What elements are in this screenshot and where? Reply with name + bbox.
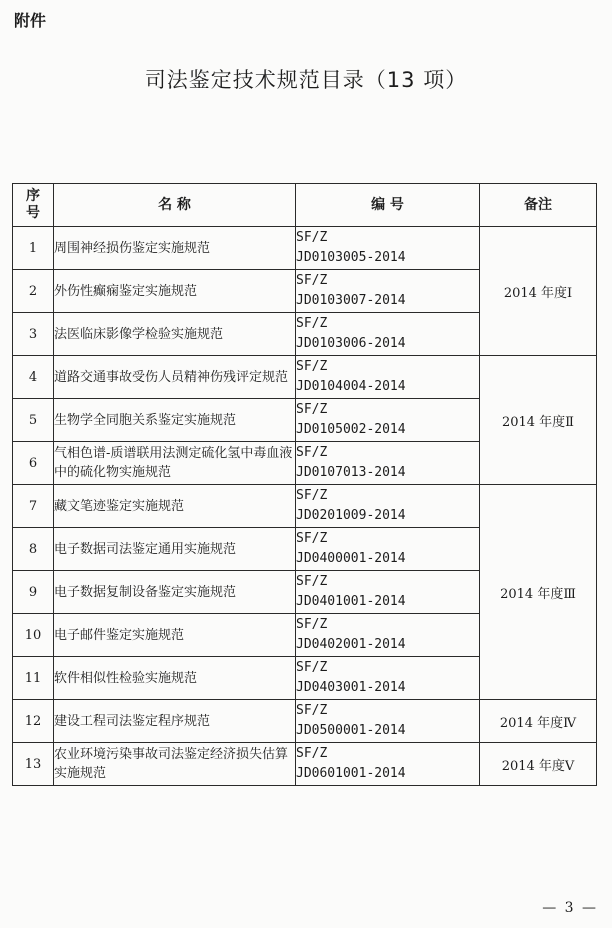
- standard-code: [296, 743, 480, 786]
- standard-code: [296, 700, 480, 743]
- code-prefix: SF/Z: [296, 230, 328, 245]
- row-number: 12: [13, 700, 54, 743]
- year-batch-note: 2014 年度Ⅳ: [480, 700, 597, 743]
- row-number: 6: [13, 442, 54, 485]
- standard-code: [296, 356, 480, 399]
- code-prefix: SF/Z: [296, 316, 328, 331]
- standard-code: [296, 399, 480, 442]
- code-number: JD0402001-2014: [296, 637, 406, 652]
- standard-name: 建设工程司法鉴定程序规范: [54, 700, 296, 743]
- code-number: JD0103006-2014: [296, 336, 406, 351]
- standard-code: [296, 227, 480, 270]
- row-number: 4: [13, 356, 54, 399]
- code-number: JD0201009-2014: [296, 508, 406, 523]
- standard-name: 农业环境污染事故司法鉴定经济损失估算实施规范: [54, 743, 296, 786]
- standard-name: 生物学全同胞关系鉴定实施规范: [54, 399, 296, 442]
- standard-name: 法医临床影像学检验实施规范: [54, 313, 296, 356]
- code-prefix: SF/Z: [296, 359, 328, 374]
- code-prefix: SF/Z: [296, 402, 328, 417]
- row-number: 3: [13, 313, 54, 356]
- standard-name: 气相色谱-质谱联用法测定硫化氢中毒血液中的硫化物实施规范: [54, 442, 296, 485]
- code-prefix: SF/Z: [296, 617, 328, 632]
- code-number: JD0401001-2014: [296, 594, 406, 609]
- code-prefix: SF/Z: [296, 746, 328, 761]
- standard-name: 电子数据复制设备鉴定实施规范: [54, 571, 296, 614]
- standard-name: 电子邮件鉴定实施规范: [54, 614, 296, 657]
- header-note: 备注: [480, 184, 597, 227]
- standard-code: [296, 270, 480, 313]
- code-number: JD0104004-2014: [296, 379, 406, 394]
- page-title: 司法鉴定技术规范目录（13 项）: [144, 68, 468, 92]
- standard-code: [296, 313, 480, 356]
- standard-name: 藏文笔迹鉴定实施规范: [54, 485, 296, 528]
- row-number: 13: [13, 743, 54, 786]
- standards-table: [12, 183, 597, 786]
- code-prefix: SF/Z: [296, 703, 328, 718]
- standard-name: 道路交通事故受伤人员精神伤残评定规范: [54, 356, 296, 399]
- table-row: [13, 743, 597, 786]
- table-row: [13, 227, 597, 270]
- code-number: JD0400001-2014: [296, 551, 406, 566]
- standard-code: [296, 528, 480, 571]
- code-prefix: SF/Z: [296, 531, 328, 546]
- attachment-label: 附件: [14, 11, 47, 30]
- standard-code: [296, 614, 480, 657]
- code-number: JD0500001-2014: [296, 723, 406, 738]
- table-row: [13, 485, 597, 528]
- code-number: JD0103005-2014: [296, 250, 406, 265]
- standard-code: [296, 571, 480, 614]
- standard-code: [296, 442, 480, 485]
- code-number: JD0601001-2014: [296, 766, 406, 781]
- standard-name: 周围神经损伤鉴定实施规范: [54, 227, 296, 270]
- standard-name: 软件相似性检验实施规范: [54, 657, 296, 700]
- table-row: [13, 356, 597, 399]
- table-header-row: [13, 184, 597, 227]
- code-prefix: SF/Z: [296, 273, 328, 288]
- row-number: 1: [13, 227, 54, 270]
- row-number: 8: [13, 528, 54, 571]
- code-prefix: SF/Z: [296, 660, 328, 675]
- row-number: 11: [13, 657, 54, 700]
- header-code: 编 号: [296, 184, 480, 227]
- row-number: 10: [13, 614, 54, 657]
- code-number: JD0107013-2014: [296, 465, 406, 480]
- row-number: 2: [13, 270, 54, 313]
- row-number: 7: [13, 485, 54, 528]
- row-number: 5: [13, 399, 54, 442]
- standard-code: [296, 657, 480, 700]
- code-number: JD0103007-2014: [296, 293, 406, 308]
- year-batch-note: 2014 年度Ⅰ: [480, 227, 597, 356]
- page-number: — 3 —: [542, 900, 598, 916]
- code-number: JD0403001-2014: [296, 680, 406, 695]
- table-row: [13, 700, 597, 743]
- code-number: JD0105002-2014: [296, 422, 406, 437]
- year-batch-note: 2014 年度Ⅴ: [480, 743, 597, 786]
- code-prefix: SF/Z: [296, 488, 328, 503]
- code-prefix: SF/Z: [296, 445, 328, 460]
- standard-code: [296, 485, 480, 528]
- row-number: 9: [13, 571, 54, 614]
- header-no: 序 号: [13, 184, 54, 227]
- year-batch-note: 2014 年度Ⅱ: [480, 356, 597, 485]
- header-name: 名 称: [54, 184, 296, 227]
- standard-name: 外伤性癫痫鉴定实施规范: [54, 270, 296, 313]
- year-batch-note: 2014 年度Ⅲ: [480, 485, 597, 700]
- standard-name: 电子数据司法鉴定通用实施规范: [54, 528, 296, 571]
- code-prefix: SF/Z: [296, 574, 328, 589]
